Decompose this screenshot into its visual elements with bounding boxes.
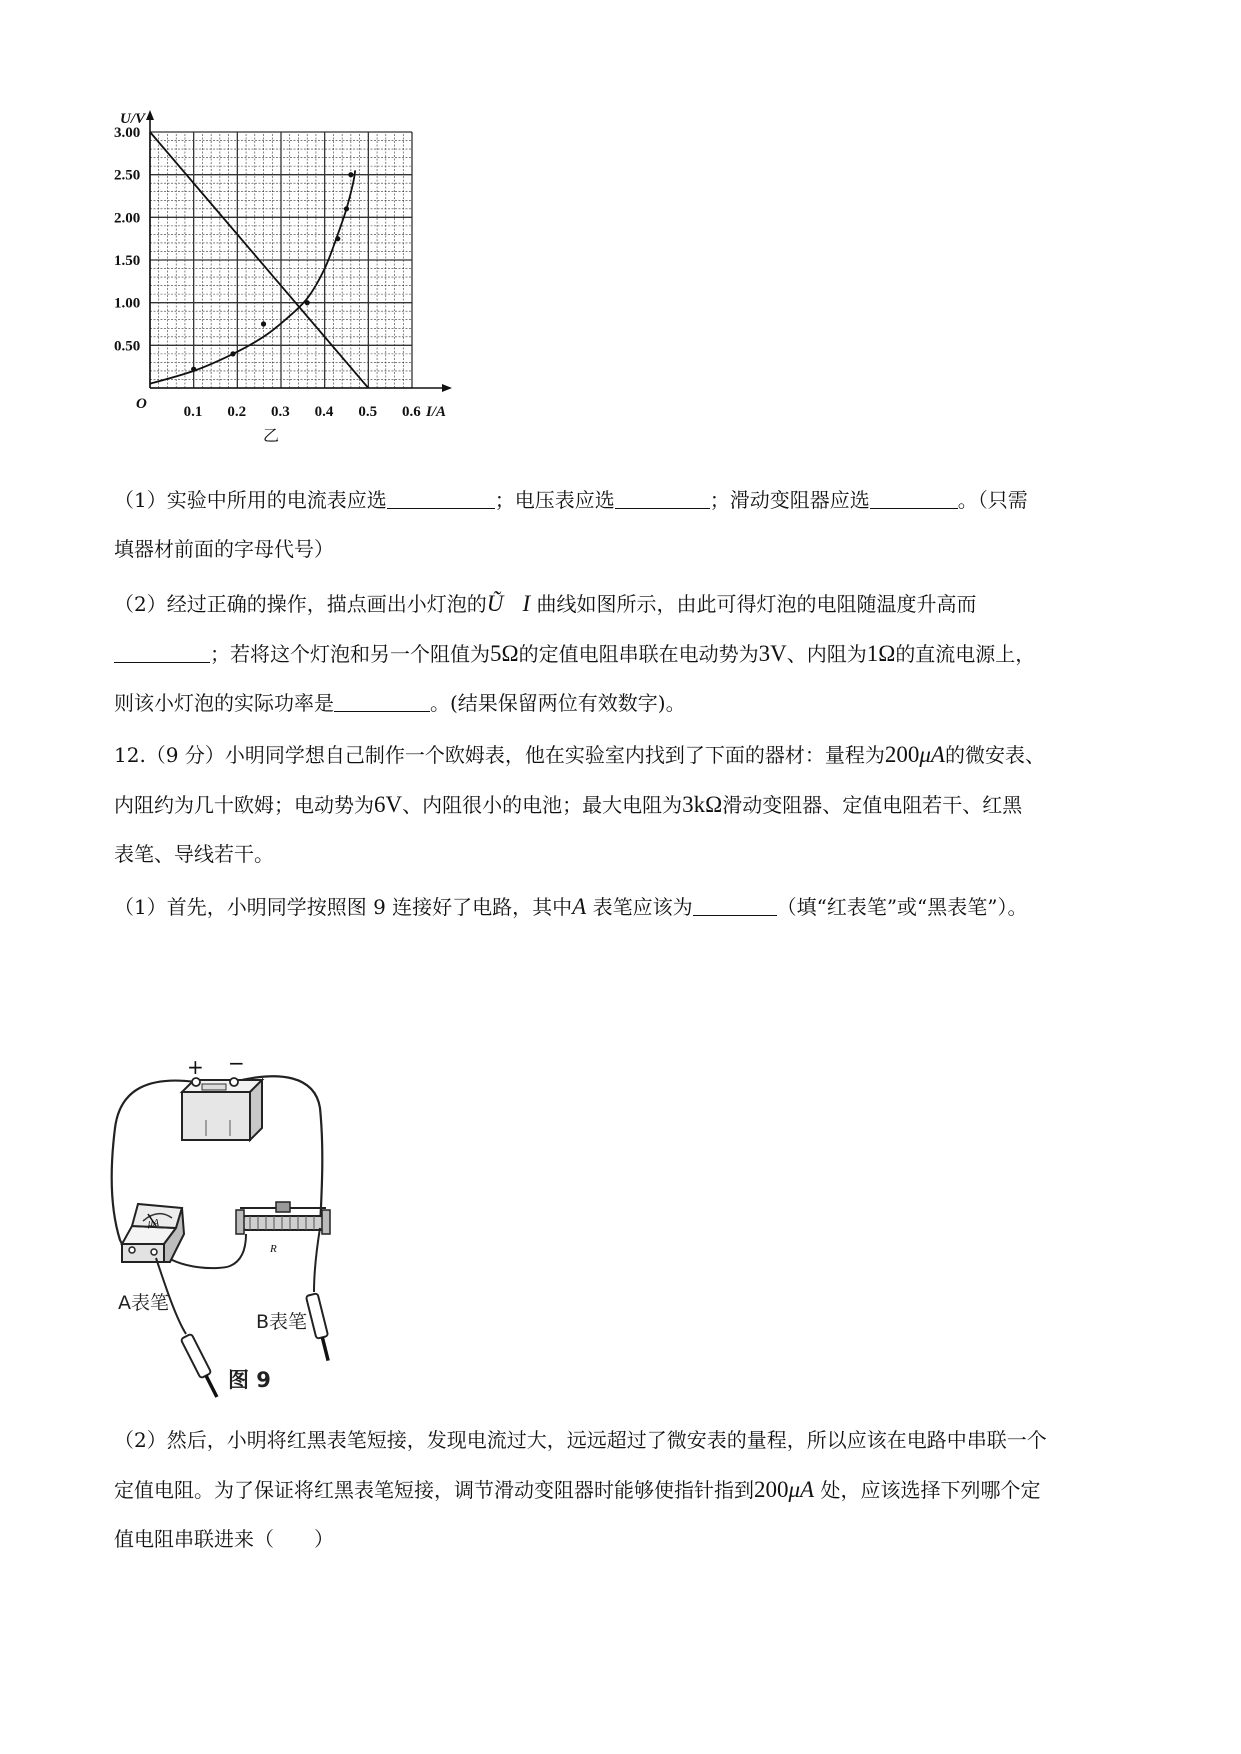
y-tick-label: 3.00 [114, 125, 141, 141]
q11-part2-line1: （2）经过正确的操作，描点画出小灯泡的Ũ I 曲线如图所示，由此可得灯泡的电阻随温度升高而 [114, 591, 977, 616]
ui-chart [100, 108, 520, 453]
data-point [230, 351, 235, 356]
circuit-figure [110, 1058, 380, 1413]
data-point [335, 236, 340, 241]
x-tick-label: 0.2 [227, 404, 247, 420]
x-tick-label: 0.5 [358, 404, 378, 420]
answer-blank-voltmeter[interactable] [615, 486, 710, 509]
figure-9-caption: 图 9 [228, 1368, 271, 1392]
origin-label: O [136, 396, 147, 412]
x-tick-label: 0.1 [183, 404, 203, 420]
x-tick-label: 0.4 [314, 404, 334, 420]
rheostat-label: R [270, 1243, 277, 1255]
battery-terminal-positive [192, 1078, 200, 1086]
probe-b-wire [314, 1228, 320, 1292]
y-tick-label: 2.50 [114, 167, 141, 184]
y-axis-arrow [146, 110, 154, 120]
data-point [305, 300, 310, 305]
q12-intro-line2: 内阻约为几十欧姆；电动势为6V、内阻很小的电池；最大电阻为3kΩ滑动变阻器、定值电阻若干、红黑 [114, 792, 1023, 817]
answer-blank-pen-color[interactable] [693, 893, 777, 916]
q11-part2 [114, 579, 1124, 728]
data-point [348, 172, 353, 177]
y-tick-label: 1.50 [114, 253, 141, 269]
answer-blank-ammeter[interactable] [387, 486, 495, 509]
battery-terminal-negative [230, 1078, 238, 1086]
q12-part2-line2: 定值电阻。为了保证将红黑表笔短接，调节滑动变阻器时能够使指针指到200μA 处，应该选择下列哪个定 [114, 1477, 1041, 1502]
q12-intro-line3: 表笔、导线若干。 [114, 842, 274, 866]
probe-b [306, 1293, 334, 1362]
chart-tick-labels [114, 125, 421, 420]
answer-blank-resistance-trend[interactable] [114, 640, 210, 663]
y-tick-label: 0.50 [114, 338, 141, 355]
y-axis-label: U/V [120, 111, 146, 127]
q11-part1-line1: （1）实验中所用的电流表应选 ；电压表应选 ；滑动变阻器应选 。（只需 [114, 488, 1028, 512]
battery-minus-sign: − [228, 1058, 245, 1075]
q12-intro [114, 730, 1124, 879]
q11-part2-line3: 则该小灯泡的实际功率是 。(结果保留两位有效数字)。 [114, 691, 686, 715]
q12-part1: （1）首先，小明同学按照图 9 连接好了电路，其中A 表笔应该为 （填“红表笔”或“黑表笔”）。 [114, 894, 1028, 919]
battery [182, 1078, 262, 1140]
chart-caption: 乙 [263, 428, 280, 445]
y-tick-label: 1.00 [114, 295, 141, 312]
answer-blank-power[interactable] [334, 689, 430, 712]
q11-part1-line2: 填器材前面的字母代号） [114, 537, 334, 561]
probe-a-label: A表笔 [118, 1292, 169, 1314]
data-point [191, 367, 196, 372]
probe-b-label: B表笔 [256, 1311, 308, 1333]
chart-grid [150, 132, 412, 388]
q12-part2-line1: （2）然后，小明将红黑表笔短接，发现电流过大，远远超过了微安表的量程，所以应该在电路中串联一个 [114, 1428, 1047, 1452]
q12-intro-line1: 12.（9 分）小明同学想自己制作一个欧姆表，他在实验室内找到了下面的器材：量程为200μA的微安表、 [114, 742, 1045, 767]
microammeter-label: μA [148, 1218, 160, 1229]
data-point [261, 321, 266, 326]
x-axis-arrow [442, 384, 452, 392]
battery-plus-sign: + [187, 1058, 204, 1079]
data-point [344, 206, 349, 211]
probe-a [181, 1334, 223, 1400]
answer-blank-rheostat[interactable] [870, 486, 958, 509]
x-tick-label: 0.6 [402, 404, 421, 420]
microammeter [122, 1204, 184, 1262]
q11-part2-line2: ；若将这个灯泡和另一个阻值为5Ω的定值电阻串联在电动势为3V、内阻为1Ω的直流电源上， [114, 629, 1124, 679]
rheostat [236, 1202, 330, 1234]
chart-axes [146, 110, 452, 392]
q12-part2-line3: 值电阻串联进来（ ） [114, 1527, 334, 1551]
q11-part1 [114, 476, 1124, 574]
x-axis-label: I/A [426, 404, 447, 420]
y-tick-label: 2.00 [114, 210, 141, 227]
q12-part2 [114, 1416, 1124, 1564]
x-tick-label: 0.3 [271, 404, 290, 420]
